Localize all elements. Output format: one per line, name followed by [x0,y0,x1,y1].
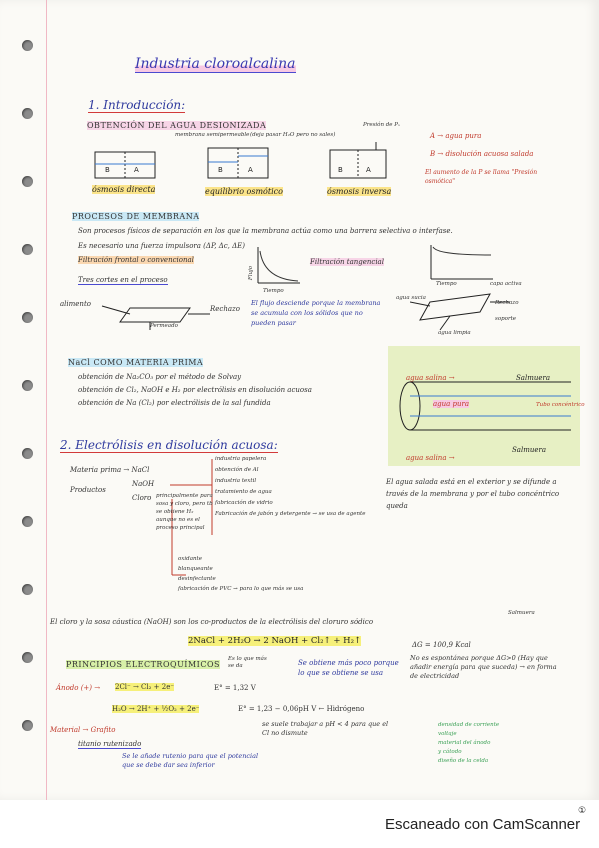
flux-note: El flujo desciende porque la membrana se acumula con los sólidos que no pueden pasar [251,299,381,327]
binder-hole [22,380,33,391]
time-axis-label-2: Tiempo [436,281,457,287]
label-osmosis-inversa: ósmosis inversa [327,187,392,196]
svg-text:B: B [105,166,110,174]
tube-note: El agua salada está en el exterior y se difunde a través de la membrana y por el tubo concéntrico queda [386,478,560,510]
tangential-diagram [410,282,520,332]
text-delta-g: ΔG = 100,9 Kcal [412,641,471,649]
subheading-procesos-membrana: PROCESOS DE MEMBRANA [72,212,200,221]
label-tubo-concentrico: Tubo concéntrico [536,402,585,408]
svg-text:B: B [218,166,223,174]
green-item-material-anodo: material del ánodo [438,740,491,746]
flux-graph-frontal [252,245,302,287]
text-productos: Productos [70,486,106,494]
label-rechazo: Rechazo [210,305,240,313]
bullet-a-agua-pura: A → agua pura [430,132,482,140]
label-equilibrio-osmotico: equilibrio osmótico [205,187,283,196]
svg-text:B: B [338,166,343,174]
binder-hole [22,108,33,119]
subheading-principios: PRINCIPIOS ELECTROQUÍMICOS [66,660,220,669]
label-capa-activa: capa activa [490,281,522,287]
text-tres-cortes: Tres cortes en el proceso [78,276,168,284]
label-agua-salina-top: agua salina → [406,374,455,382]
label-salmuera-bottom: Salmuera [512,446,547,454]
cloro-use-desinfectante: desinfectante [178,576,216,582]
text-filtracion-tangencial: Filtración tangencial [310,258,384,266]
label-material-grafito: Material → Grafito [50,726,116,734]
label-titanio: titanio rutenizado [78,740,142,748]
naoh-use-vidrio: fabricación de vidrio [215,500,273,506]
anodo-equation: 2Cl⁻ → Cl₂ + 2e⁻ [115,683,175,691]
text-naoh: NaOH [132,480,155,488]
binder-hole [22,176,33,187]
text-coproductos: El cloro y la sosa cáustica (NaOH) son los co-productos de la electrólisis del cloruro sódico [50,618,374,626]
scanner-watermark: Escaneado con CamScanner [385,816,581,833]
green-item-densidad: densidad de corriente [438,722,500,728]
binder-hole [22,40,33,51]
delta-g-note: No es espontánea porque ΔG>0 (Hay que añadir energía para que suceda) → en forma de electricidad [410,654,557,680]
bullet-b-disolucion: B → disolución acuosa salada [430,150,534,158]
cloro-use-pvc: fabricación de PVC → para lo que más se usa [178,586,304,592]
text-procesos-fisicos: Son procesos físicos de separación en los que la membrana actúa como una barrera selectiva o interfase. [78,227,453,235]
cloro-use-blanqueante: blanqueante [178,566,213,572]
h2o-equation: H₂O → 2H⁺ + ½O₂ + 2e⁻ [112,705,200,713]
page-title: Industria cloroalcalina [135,56,296,72]
text-electrolisis-acuosa: obtención de Cl₂, NaOH e H₂ por electrólisis en disolución acuosa [78,386,312,394]
osmosis-diagrams [90,140,420,190]
label-osmosis-directa: ósmosis directa [92,185,156,194]
label-salmuera-reaction: Salmuera [508,610,535,616]
label-rechazo-2: Rechazo [495,300,519,306]
green-item-diseno: diseño de la celda [438,758,489,764]
label-agua-salina-bottom: agua salina → [406,454,455,462]
camscanner-icon: ① [578,806,587,816]
main-equation: 2NaCl + 2H₂O → 2 NaOH + Cl₂↑ + H₂↑ [188,636,362,646]
svg-text:A: A [366,166,371,174]
binder-hole [22,652,33,663]
text-filtracion-frontal: Filtración frontal o convencional [78,256,194,264]
text-cloro: Cloro [132,494,152,502]
sticky-note [388,346,585,466]
text-sal-fundida: obtención de Na (Cl₂) por electrólisis de la sal fundida [78,399,271,407]
label-alimento: alimento [60,300,91,308]
naoh-use-agua: tratamiento de agua [215,489,272,495]
binder-hole [22,244,33,255]
text-materia-prima: Materia prima → NaCl [70,466,150,474]
naoh-use-jabon: Fabricación de jabón y detergente → se usa de agente [215,511,366,517]
binder-hole [22,720,33,731]
e-oxigeno: E° = 1,23 − 0,06pH V ← Hidrógeno [238,705,365,713]
text-fuerza-impulsora: Es necesario una fuerza impulsora (ΔP, Δc, ΔE) [78,242,246,250]
cloro-use-oxidante: oxidante [178,556,202,562]
note-se-obtiene: Se obtiene más poco porque lo que se obtiene se usa [298,659,399,677]
bullet-presion-osmotica: El aumento de la P se llama "Presión osmótica" [425,169,538,185]
pressure-note: Presión de Pₓ [363,122,400,128]
cloro-note: principalmente para sosa y cloro, pero tb se obtiene H₂ aunque no es el proceso principal [156,493,213,531]
label-permeado: Permeado [150,323,178,329]
margin-line [46,0,47,800]
naoh-use-aluminio: obtención de Al [215,467,259,473]
note-es-lo-que: Es lo que más se da [228,656,267,669]
subheading-nacl: NaCl COMO MATERIA PRIMA [68,358,204,367]
note-ph: se suele trabajar a pH < 4 para que el Cl no dismute [262,720,389,737]
membrane-note: membrana semipermeable [175,132,250,138]
label-soporte: soporte [495,316,517,322]
svg-text:A: A [248,166,253,174]
label-agua-sucia: agua sucia [396,295,426,301]
flux-graph-tangencial [425,243,495,283]
label-agua-pura: agua pura [433,400,470,408]
binder-hole [22,448,33,459]
flux-axis-label: Flujo [248,265,255,281]
label-agua-limpia: agua limpia [438,330,471,336]
label-anodo: Ánodo (+) → [56,684,101,692]
green-item-catodo: y cátodo [438,749,462,755]
subheading-agua-desionizada: OBTENCIÓN DEL AGUA DESIONIZADA [87,121,267,130]
time-axis-label: Tiempo [263,288,284,294]
binder-hole [22,516,33,527]
section-heading-intro: 1. Introducción: [88,98,186,112]
section-heading-electrolisis: 2. Electrólisis en disolución acuosa: [60,438,278,452]
label-salmuera-top: Salmuera [516,374,551,382]
binder-hole [22,312,33,323]
membrane-note-2: (deja pasar H₂O pero no sales) [250,132,336,138]
green-item-voltaje: voltaje [438,731,457,737]
text-solvay: obtención de Na₂CO₃ por el método de Solvay [78,373,242,381]
naoh-use-papelera: industria papelera [215,456,267,462]
binder-hole [22,584,33,595]
e-cloro: E° = 1,32 V [214,684,256,692]
naoh-use-textil: industria textil [215,478,257,484]
svg-text:A: A [134,166,139,174]
titanio-note: Se le añade rutenio para que el potencial que se debe dar sea inferior [122,752,259,769]
